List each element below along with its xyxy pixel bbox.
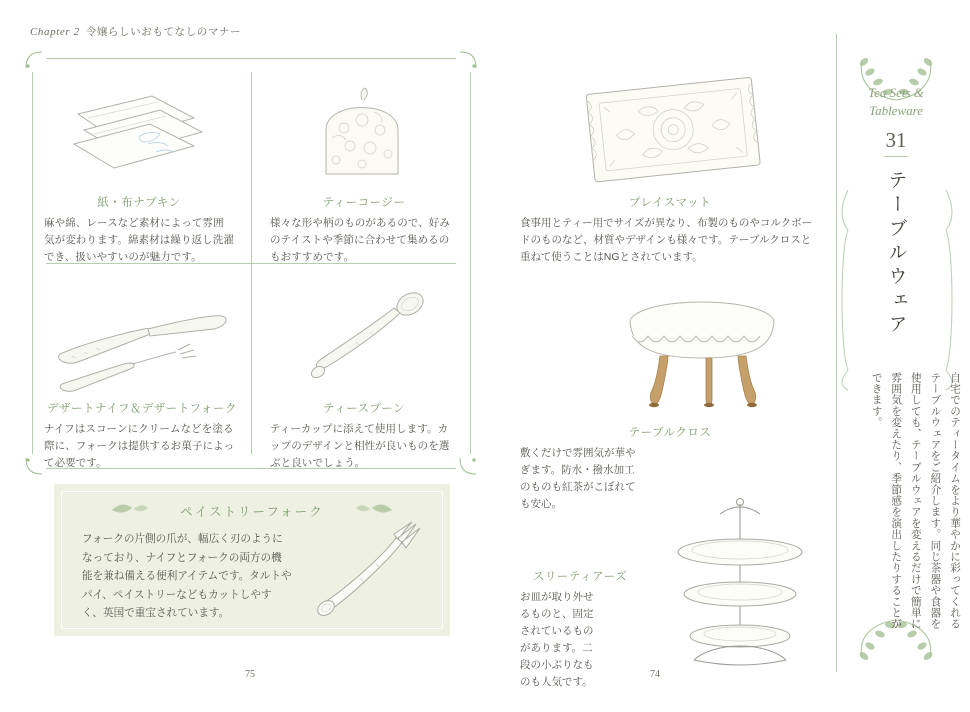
page-number: 75 xyxy=(245,669,255,680)
section-title-jp: テーブルウェア xyxy=(885,170,907,338)
table-cloth-illustration xyxy=(520,290,820,378)
item-caption: テーブルクロス xyxy=(628,427,712,439)
corner-ornament-icon xyxy=(459,51,477,69)
item-caption: ティーコージー xyxy=(322,197,406,209)
item-body: お皿が取り外せるものと、固定されているものがあります。二段の小ぶりなものも人気です。 xyxy=(520,591,594,688)
item-body: 食事用とティー用でサイズが異なり、布製のものやコルクボードのものなど、材質やデザインも様々です。テーブルクロスと重ねて使うことはNGとされています。 xyxy=(520,217,813,263)
highlight-title: ペイストリーフォーク xyxy=(180,505,324,519)
item-caption: 紙・布ナプキン xyxy=(97,197,181,209)
frame-rule-left xyxy=(32,72,33,454)
item-body: ナイフはスコーンにクリームなどを塗る際に、フォークは提供するお菓子によって必要です。 xyxy=(44,423,235,469)
frame-rule-right xyxy=(470,72,471,454)
chapter-label-en: Chapter 2 xyxy=(30,26,80,38)
page-number: 74 xyxy=(650,669,660,680)
tea-cosy-illustration xyxy=(270,74,458,192)
pastry-fork-illustration xyxy=(290,512,440,624)
chapter-label-jp: 令嬢らしいおもてなしのマナー xyxy=(85,26,242,38)
item-body: 敷くだけで雰囲気が華やぎます。防水・撥水加工のものも紅茶がこぼれても安心。 xyxy=(520,447,636,510)
item-card xyxy=(44,280,240,472)
frame-rule-top xyxy=(46,58,456,59)
item-card xyxy=(520,62,820,266)
three-tiers-stand-illustration xyxy=(520,500,820,510)
left-content-frame xyxy=(32,58,470,468)
frame-rule-center xyxy=(251,72,252,454)
section-lead-text: 自宅でのティータイムをより華やかに彩ってくれるテーブルウェアをご紹介します。同じ茶器や食器を使用しても、テーブルウェアを変えるだけで簡単に雰囲気を変えたり、季節感を演出したりすることができます。 xyxy=(870,372,961,630)
bracket-ornament-icon xyxy=(836,190,852,395)
right-page xyxy=(500,0,970,712)
corner-ornament-icon xyxy=(25,51,43,69)
bracket-ornament-icon xyxy=(942,190,958,395)
highlight-body: フォークの片側の爪が、幅広く刃のようになっており、ナイフとフォークの両方の機能を兼ね備える便利アイテムです。タルトやパイ、ペイストリーなどもカットしやすく、英国で重宝されています。 xyxy=(82,533,292,620)
pastry-fork-highlight xyxy=(54,484,450,636)
section-title-en-line2: Tableware xyxy=(869,102,923,118)
corner-ornament-icon xyxy=(459,457,477,475)
item-card xyxy=(44,74,234,266)
tea-spoon-illustration xyxy=(270,280,458,398)
item-card xyxy=(270,280,458,472)
item-caption: スリーティアーズ xyxy=(532,571,628,583)
item-body: 様々な形や柄のものがあるので、好みのテイストや季節に合わせて集めるのもおすすめです。 xyxy=(270,217,450,263)
item-caption: ティースプーン xyxy=(323,403,405,415)
item-card xyxy=(520,290,820,513)
section-title-en xyxy=(840,84,952,119)
item-card xyxy=(520,500,820,691)
corner-ornament-icon xyxy=(25,457,43,475)
section-number-rule xyxy=(884,156,908,157)
item-caption: デザートナイフ＆デザートフォーク xyxy=(47,403,237,415)
item-card xyxy=(270,74,458,266)
item-body: 麻や綿、レースなど素材によって雰囲気が変わります。綿素材は繰り返し洗濯でき、扱いやすいのが魅力です。 xyxy=(44,217,234,263)
place-mat-illustration xyxy=(520,62,820,194)
section-number: 31 xyxy=(885,128,907,152)
chapter-header xyxy=(30,24,241,39)
item-caption: プレイスマット xyxy=(628,197,712,209)
dessert-knife-fork-illustration xyxy=(44,280,240,398)
napkins-illustration xyxy=(44,74,234,192)
item-body: ティーカップに添えて使用します。カップのデザインと相性が良いものを選ぶと良いでしょう。 xyxy=(270,423,450,469)
section-title-en-line1: Tea Sets & xyxy=(868,85,924,100)
